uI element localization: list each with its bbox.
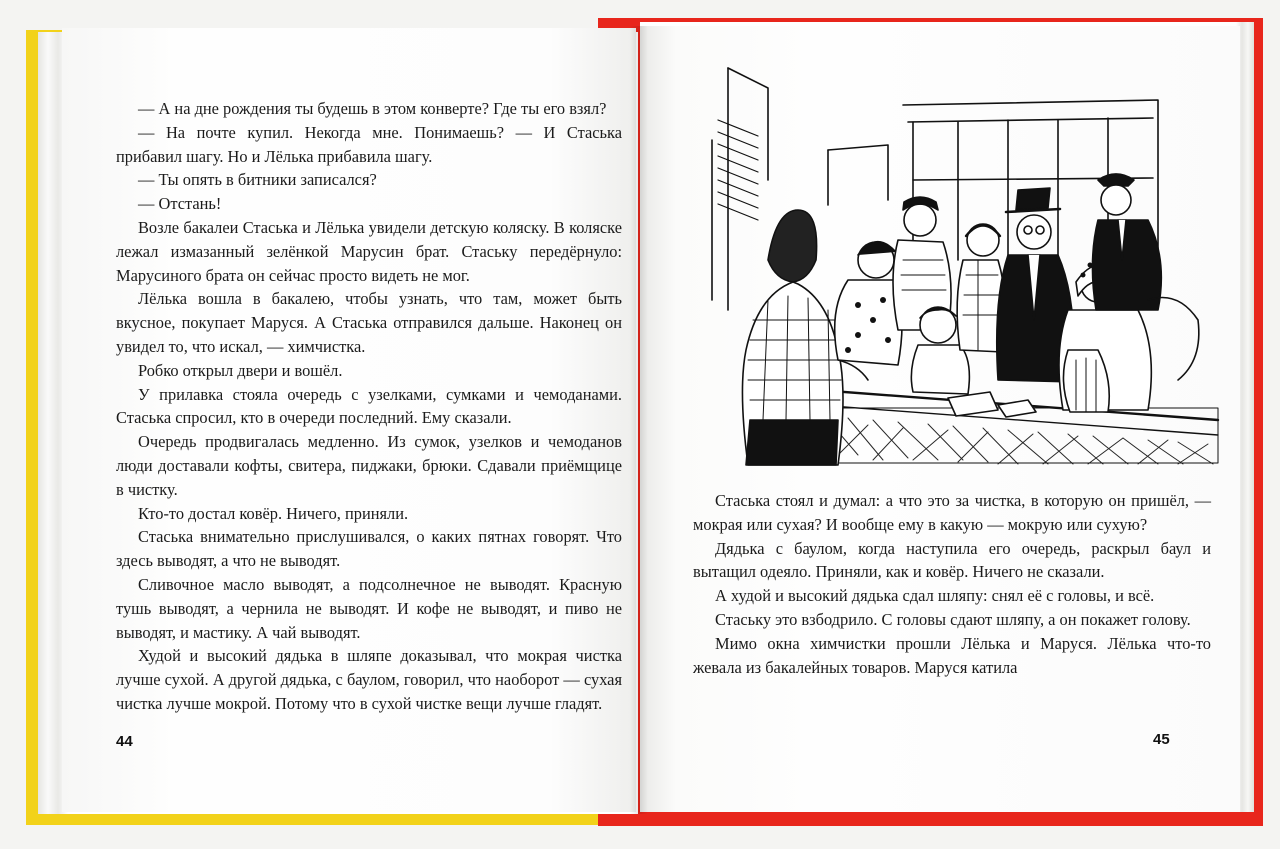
left-page (62, 28, 636, 812)
paragraph: Стаська стоял и думал: а что это за чистка, в которую он пришёл, — мокрая или сухая? И вообще ему в какую — мокрую или сухую? (693, 491, 1211, 534)
paragraph: Кто-то достал ковёр. Ничего, приняли. (138, 503, 409, 523)
paragraph: Дядька с баулом, когда наступила его очередь, раскрыл баул и вытащил одеяло. Приняли, как и ковёр. Ничего не сказали. (693, 538, 1211, 582)
paragraph: Лёлька вошла в бакалею, чтобы узнать, что там, может быть вкусное, покупает Маруся. А Стаська отправился дальше. Наконец он увидел то, что искал, — химчистка. (116, 289, 622, 356)
right-page-text (693, 489, 1211, 679)
paragraph: — Отстань! (138, 194, 222, 214)
paragraph: Робко открыл двери и вошёл. (138, 360, 343, 380)
paragraph: Мимо окна химчистки прошли Лёлька и Маруся. Лёлька что-то жевала из бакалейных товаров. Маруся катила (693, 633, 1211, 677)
paragraph: У прилавка стояла очередь с узелками, сумками и чемоданами. Стаська спросил, кто в очереди последний. Ему сказали. (116, 384, 622, 428)
right-page (640, 26, 1240, 812)
page-number-right: 45 (1153, 731, 1170, 748)
page-number-left: 44 (116, 733, 133, 750)
left-page-text (116, 97, 622, 716)
paragraph: — На почте купил. Некогда мне. Понимаешь? — И Стаська прибавил шагу. Но и Лёлька прибавила шагу. (116, 122, 622, 166)
paragraph: А худой и высокий дядька сдал шляпу: снял её с головы, и всё. (715, 586, 1155, 606)
paragraph: Очередь продвигалась медленно. Из сумок, узелков и чемоданов люди доставали кофты, свитера, пиджаки, брюки. Сдавали приёмщице в чистку. (116, 432, 622, 499)
paragraph: — Ты опять в битники записался? (138, 170, 377, 190)
paragraph: — А на дне рождения ты будешь в этом конверте? Где ты его взял? (138, 99, 607, 118)
paragraph: Сливочное масло выводят, а подсолнечное не выводят. Красную тушь выводят, а чернила не выводят. И кофе не выводят, и пиво не выводят, и мастику. А чай выводят. (116, 574, 622, 642)
paragraph: Возле бакалеи Стаська и Лёлька увидели детскую коляску. В коляске лежал измазанный зелёнкой Марусин брат. Стаську передёрнуло: Марусиного брата он сейчас просто видеть не мог. (116, 217, 622, 285)
queue-at-dry-cleaner-illustration (698, 60, 1234, 474)
paragraph: Стаська внимательно прислушивался, о каких пятнах говорят. Что здесь выводят, а что не выводят. (116, 527, 622, 571)
paragraph: Стаську это взбодрило. С головы сдают шляпу, а он покажет голову. (715, 609, 1191, 629)
book-gutter-shadow (630, 26, 648, 814)
paragraph: Худой и высокий дядька в шляпе доказывал, что мокрая чистка лучше сухой. А другой дядька, с баулом, говорил, что наоборот — сухая чистка лучше мокрой. Потому что в сухой чистке вещи лучше гладят. (116, 646, 622, 713)
